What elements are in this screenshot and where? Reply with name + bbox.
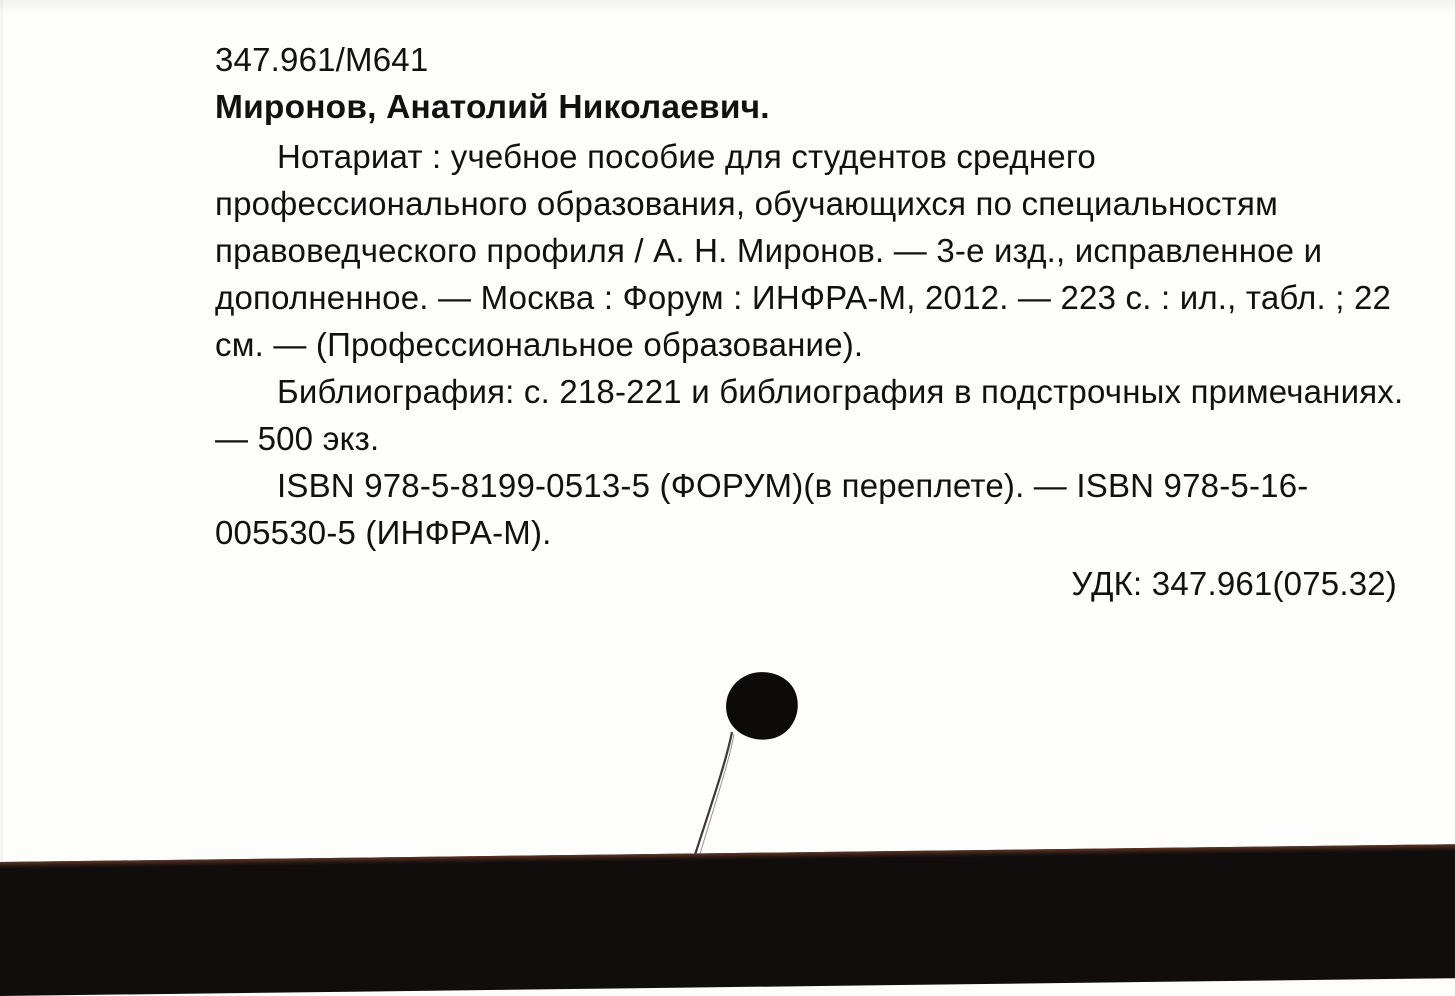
ink-blob-mark	[720, 665, 805, 746]
paper-top-edge	[0, 0, 1455, 14]
call-number: 347.961/М641	[215, 41, 429, 78]
title-statement: Нотариат : учебное пособие для студентов среднего профессионального образования, обучающихся по специальностям правоведческого профиля / А. Н. Миронов. — 3-е изд., исправленное и дополненное. — Москва : Форум : ИНФРА-М, 2012. — 223 с. : ил., табл. ; 22 см. — (Профессиональное образование).	[215, 138, 1392, 363]
scanner-dark-band	[0, 844, 1455, 996]
card-text-block	[215, 36, 1405, 607]
scan-streak	[0, 0, 3, 862]
udk-classification: УДК: 347.961(075.32)	[1071, 565, 1397, 602]
notes-statement: Библиография: с. 218-221 и библиография в подстрочных примечаниях. — 500 экз.	[215, 373, 1404, 457]
author-heading: Миронов, Анатолий Николаевич.	[215, 89, 770, 126]
isbn-statement: ISBN 978-5-8199-0513-5 (ФОРУМ)(в переплете). — ISBN 978-5-16-005530-5 (ИНФРА-М).	[215, 467, 1309, 551]
ink-tail-mark	[686, 732, 742, 864]
